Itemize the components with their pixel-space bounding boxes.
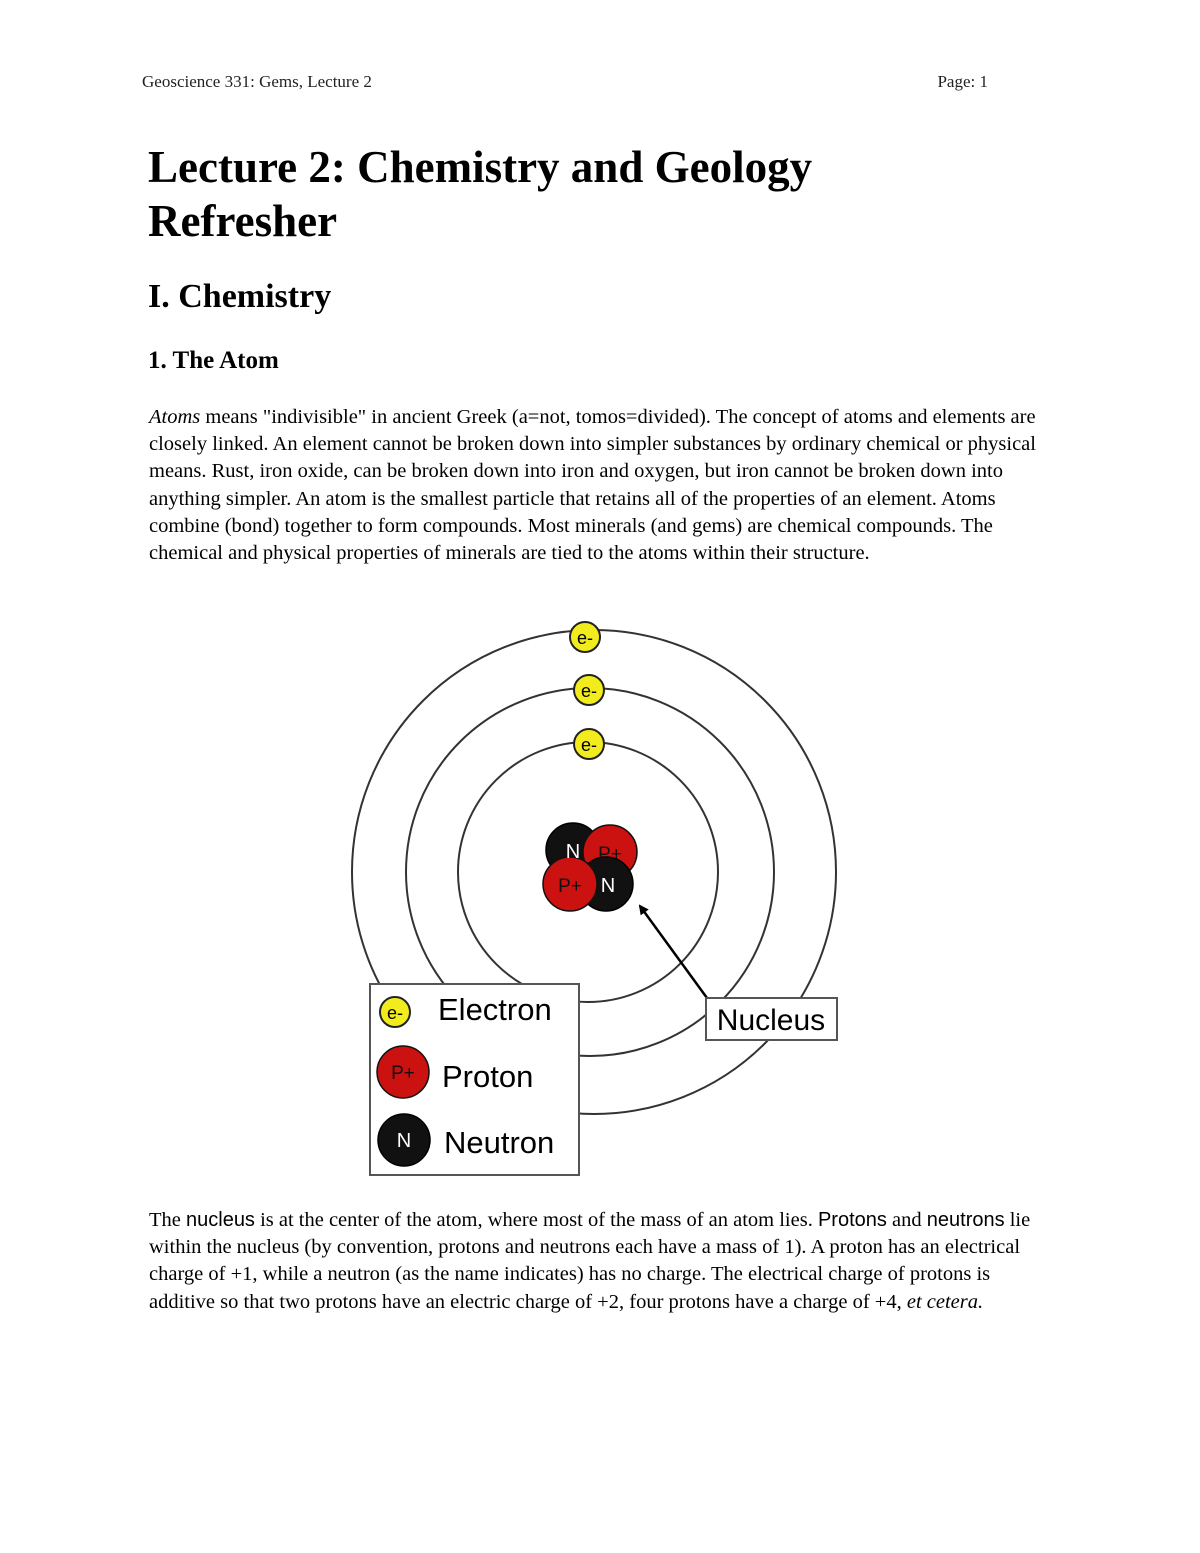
legend-proton-symbol: P+ bbox=[391, 1063, 415, 1084]
neutron-bottom-symbol: N bbox=[600, 875, 616, 897]
nucleus-paragraph bbox=[149, 1207, 1049, 1316]
nucleus-paragraph-text-3: and bbox=[886, 1209, 927, 1231]
electron-middle bbox=[574, 675, 604, 705]
legend-electron-symbol: e- bbox=[386, 1003, 404, 1023]
nucleus-paragraph-text-4: lie within the nucleus (by convention, protons and neutrons each have a mass of 1). A proton has an electrical charge of +1, while a neutron (as the name indicates) has no charge. The electrical charge of protons is additive so that two protons have an electric charge of +2, four protons have a charge of +4, bbox=[149, 1209, 1031, 1313]
nucleus-arrow bbox=[640, 906, 707, 998]
page-title bbox=[148, 140, 1048, 248]
protons-term: Protons bbox=[817, 1209, 887, 1231]
proton-bottom-symbol: P+ bbox=[558, 876, 582, 897]
nucleus bbox=[543, 823, 637, 911]
legend-electron-label: Electron bbox=[438, 992, 552, 1027]
nucleus-paragraph-text-1: The bbox=[149, 1209, 186, 1231]
nucleus-paragraph-text-2: is at the center of the atom, where most of the mass of an atom lies. bbox=[254, 1209, 818, 1231]
electron-middle-symbol: e- bbox=[580, 681, 598, 701]
proton-top-symbol: P+ bbox=[598, 844, 622, 865]
nucleus-label-box bbox=[706, 998, 837, 1040]
legend-neutron-label: Neutron bbox=[444, 1125, 555, 1160]
atom-paragraph bbox=[149, 404, 1049, 567]
et-cetera-term: et cetera. bbox=[906, 1290, 984, 1313]
title-line-1: Lecture 2: Chemistry and Geology bbox=[148, 142, 813, 192]
nucleus-term: nucleus bbox=[186, 1209, 255, 1231]
electron-outer-symbol: e- bbox=[576, 628, 594, 648]
course-header: Geoscience 331: Gems, Lecture 2 bbox=[142, 72, 372, 91]
legend-box bbox=[370, 984, 579, 1175]
atom-diagram bbox=[340, 612, 860, 1192]
legend-neutron-symbol: N bbox=[396, 1130, 412, 1152]
electron-inner bbox=[574, 729, 604, 759]
section-heading: I. Chemistry bbox=[148, 278, 332, 315]
running-header bbox=[142, 72, 988, 96]
atom-paragraph-text: means "indivisible" in ancient Greek (a=not, tomos=divided). The concept of atoms and elements are closely linked. An element cannot be broken down into simpler substances by ordinary chemical or physical means. Rust, iron oxide, can be broken down into iron and oxygen, but iron cannot be broken down into anything simpler. An atom is the smallest particle that retains all of the properties of an element. Atoms combine (bond) together to form compounds. Most minerals (and gems) are chemical compounds. The chemical and physical properties of minerals are tied to the atoms within their structure. bbox=[149, 406, 1036, 565]
legend-proton-label: Proton bbox=[442, 1059, 534, 1094]
nucleus-label: Nucleus bbox=[716, 1004, 826, 1037]
subsection-heading: 1. The Atom bbox=[148, 347, 279, 374]
electron-inner-symbol: e- bbox=[580, 735, 598, 755]
page-number: Page: 1 bbox=[937, 72, 988, 91]
neutrons-term: neutrons bbox=[926, 1209, 1005, 1231]
electron-outer bbox=[570, 622, 600, 652]
atoms-term: Atoms bbox=[149, 406, 201, 428]
neutron-top-symbol: N bbox=[565, 841, 581, 863]
title-line-2: Refresher bbox=[148, 196, 338, 246]
